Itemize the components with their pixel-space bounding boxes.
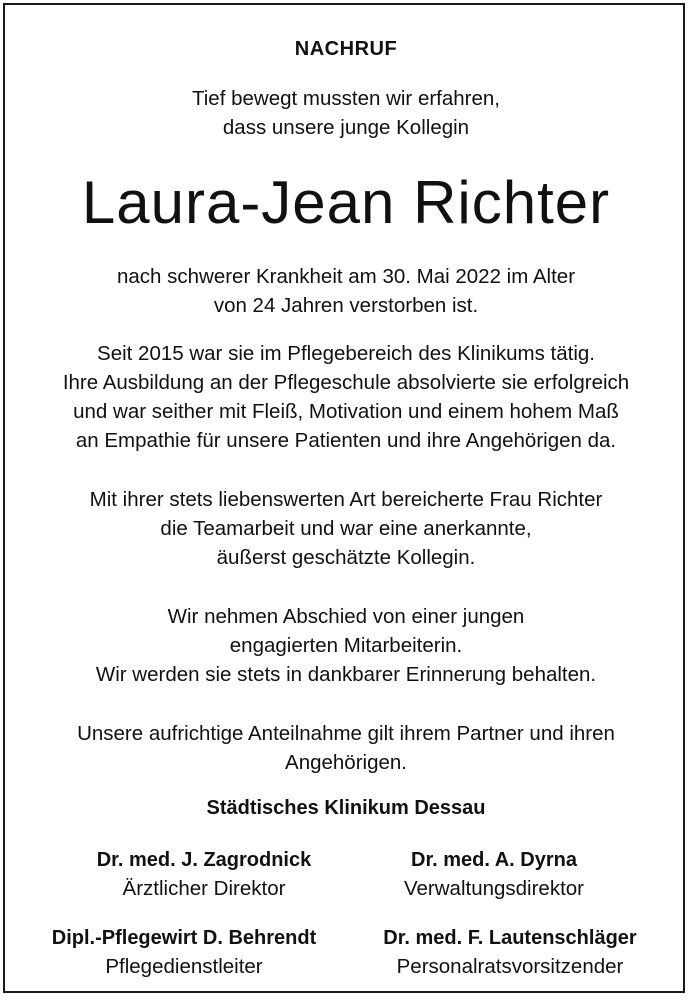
signatory	[360, 924, 660, 981]
signatory-name: Dr. med. J. Zagrodnick	[96, 849, 312, 871]
intro-line: dass unsere junge Kollegin	[222, 116, 470, 139]
paragraph-farewell	[0, 602, 692, 689]
paragraph-line: Mit ihrer stets liebenswerten Art bereicherte Frau Richter	[89, 488, 603, 511]
paragraph-line: nach schwerer Krankheit am 30. Mai 2022 im Alter	[116, 265, 576, 288]
signatory-role: Personalratsvorsitzender	[396, 955, 624, 978]
paragraph-line: von 24 Jahren verstorben ist.	[213, 294, 479, 317]
signatory	[34, 924, 334, 981]
signatory-name: Dipl.-Pflegewirt D. Behrendt	[51, 927, 317, 949]
paragraph-character	[0, 485, 692, 572]
signatory-role: Verwaltungsdirektor	[403, 877, 585, 900]
paragraph-line: die Teamarbeit und war eine anerkannte,	[160, 517, 532, 540]
organization-name: Städtisches Klinikum Dessau	[206, 797, 486, 819]
paragraph-line: äußerst geschätzte Kollegin.	[216, 546, 476, 569]
paragraph-condolence	[0, 719, 692, 777]
paragraph-death	[0, 262, 692, 320]
signatory-name: Dr. med. A. Dyrna	[411, 849, 577, 871]
intro-text	[0, 84, 692, 142]
paragraph-line: Ihre Ausbildung an der Pflegeschule absolvierte sie erfolgreich	[62, 371, 630, 394]
signatory	[54, 846, 354, 903]
paragraph-line: an Empathie für unsere Patienten und ihre Angehörigen da.	[75, 429, 617, 452]
signatory-name: Dr. med. F. Lautenschläger	[383, 927, 637, 949]
paragraph-line: Angehörigen.	[285, 751, 407, 774]
paragraph-line: engagierten Mitarbeiterin.	[229, 634, 463, 657]
signatory-role: Pflegedienstleiter	[105, 955, 263, 978]
deceased-name: Laura-Jean Richter	[81, 169, 611, 236]
paragraph-line: und war seither mit Fleiß, Motivation und einem hohem Maß	[73, 400, 619, 423]
signatory-role: Ärztlicher Direktor	[122, 877, 286, 900]
heading: NACHRUF	[294, 38, 398, 60]
signatory	[344, 846, 644, 903]
intro-line: Tief bewegt mussten wir erfahren,	[191, 87, 500, 110]
paragraph-line: Unsere aufrichtige Anteilnahme gilt ihrem Partner und ihren	[77, 722, 615, 745]
paragraph-line: Wir werden sie stets in dankbarer Erinnerung behalten.	[95, 663, 597, 686]
paragraph-line: Wir nehmen Abschied von einer jungen	[167, 605, 525, 628]
paragraph-line: Seit 2015 war sie im Pflegebereich des Klinikums tätig.	[97, 342, 595, 365]
paragraph-career	[0, 339, 692, 455]
